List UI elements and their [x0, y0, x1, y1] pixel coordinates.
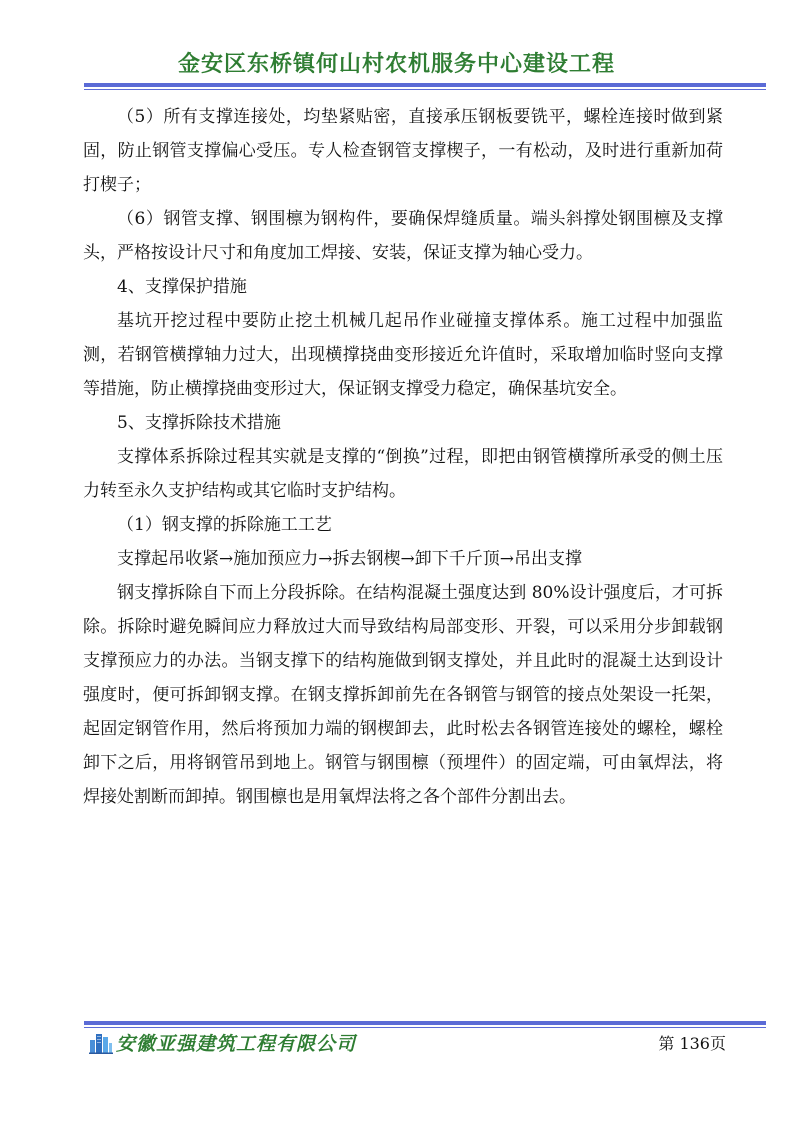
- paragraph-support-protection: 基坑开挖过程中要防止挖土机械几起吊作业碰撞支撑体系。施工过程中加强监测，若钢管横撑轴力过大，出现横撑挠曲变形接近允许值时，采取增加临时竖向支撑等措施，防止横撑挠曲变形过大，保证钢支撑受力稳定，确保基坑安全。: [83, 311, 723, 399]
- page-header-title: 金安区东桥镇何山村农机服务中心建设工程: [177, 52, 615, 77]
- footer-page-number: 第 136页: [658, 1034, 726, 1053]
- paragraph-item-6: （6）钢管支撑、钢围檩为钢构件，要确保焊缝质量。端头斜撑处钢围檩及支撑头，严格按设计尺寸和角度加工焊接、安装，保证支撑为轴心受力。: [83, 209, 723, 263]
- paragraph-process-flow: 支撑起吊收紧→施加预应力→拆去钢楔→卸下千斤顶→吊出支撑: [117, 549, 582, 569]
- paragraph-item-5: （5）所有支撑连接处，均垫紧贴密，直接承压钢板要铣平，螺栓连接时做到紧固，防止钢管支撑偏心受压。专人检查钢管支撑楔子，一有松动，及时进行重新加荷打楔子；: [83, 107, 723, 195]
- footer-rule-thick: [84, 1021, 766, 1025]
- section-heading-support-removal: 5、支撑拆除技术措施: [117, 413, 281, 433]
- header-rule-thin: [84, 89, 766, 90]
- document-body: [83, 100, 723, 814]
- paragraph-removal-details: 钢支撑拆除自下而上分段拆除。在结构混凝土强度达到 80%设计强度后，才可拆除。拆除时避免瞬间应力释放过大而导致结构局部变形、开裂，可以采用分步卸载钢支撑预应力的办法。当钢支撑下的结构施做到钢支撑处，并且此时的混凝土达到设计强度时，便可拆卸钢支撑。在钢支撑拆卸前先在各钢管与钢管的接点处架设一托架，起固定钢管作用，然后将预加力端的钢楔卸去，此时松去各钢管连接处的螺栓，螺栓卸下之后，用将钢管吊到地上。钢管与钢围檩（预埋件）的固定端，可由氧焊法，将焊接处割断而卸掉。钢围檩也是用氧焊法将之各个部件分割出去。: [83, 583, 723, 807]
- building-logo-icon: [89, 1032, 113, 1054]
- page-footer: [86, 1029, 766, 1059]
- header-rule-thick: [84, 83, 766, 87]
- paragraph-removal-overview: 支撑体系拆除过程其实就是支撑的“倒换”过程，即把由钢管横撑所承受的侧土压力转至永久支护结构或其它临时支护结构。: [83, 447, 723, 501]
- subheading-removal-process: （1）钢支撑的拆除施工工艺: [117, 515, 332, 535]
- footer-company-name: 安徽亚强建筑工程有限公司: [116, 1033, 357, 1055]
- footer-rule-thin: [84, 1027, 766, 1028]
- section-heading-support-protection: 4、支撑保护措施: [117, 277, 247, 297]
